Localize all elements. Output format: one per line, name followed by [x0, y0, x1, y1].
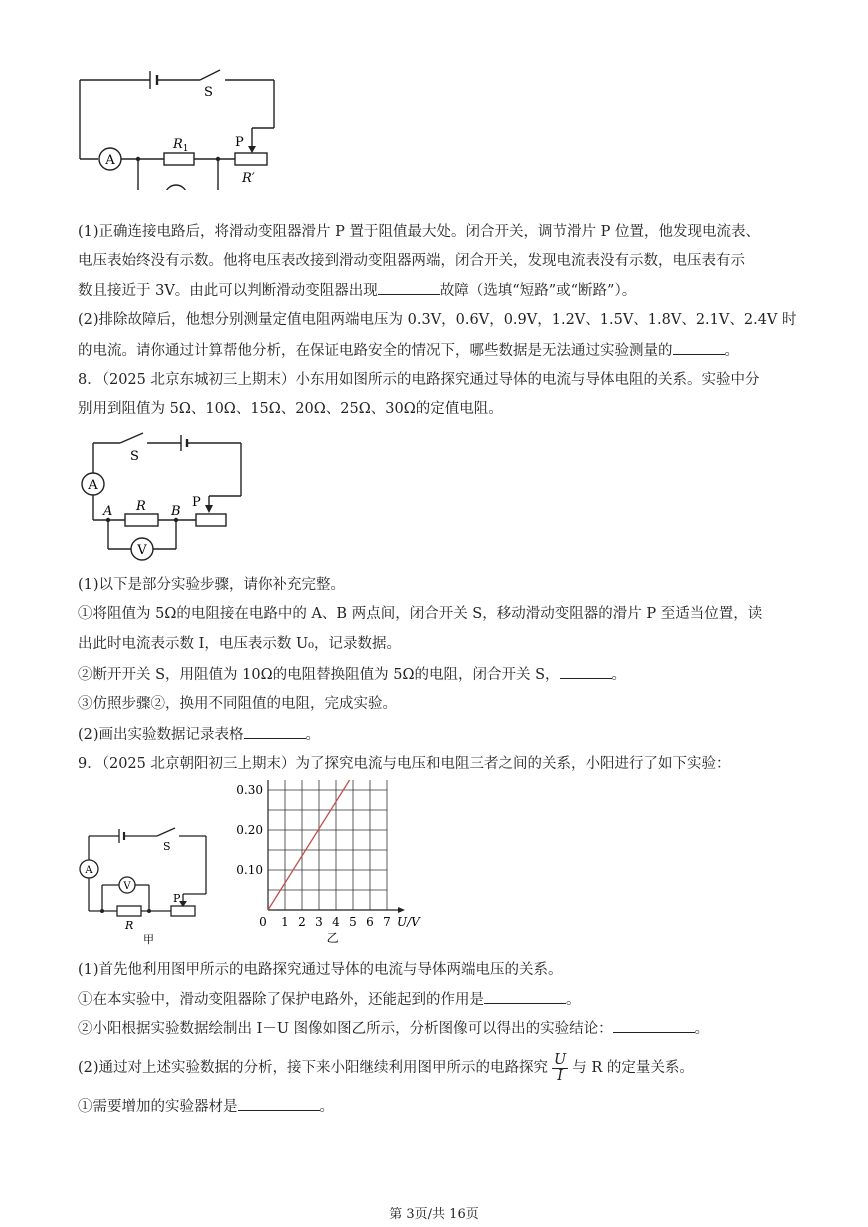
x-tick-label: 7	[383, 915, 391, 929]
ammeter-label: A	[88, 478, 98, 493]
q8-step3-text: ②断开开关 S，用阻值为 10Ω的电阻替换阻值为 5Ω的电阻，闭合开关 S，	[78, 667, 560, 683]
x-tick-label: 3	[315, 915, 323, 929]
q9-part2-q1-tail: 。	[319, 1099, 334, 1115]
circuit-diagram-jia	[75, 822, 215, 947]
switch-label: S	[204, 85, 213, 100]
answer-blank[interactable]	[484, 989, 566, 1004]
data-line	[268, 780, 379, 910]
q7-part2-text: 的电流。请你通过计算帮他分析，在保证电路安全的情况下，哪些数据是无法通过实验测量的	[78, 343, 673, 359]
switch-label: S	[163, 840, 171, 853]
q9-part2-tail: 与 R 的定量关系。	[572, 1060, 694, 1076]
x-tick-label: 4	[332, 915, 340, 929]
q9-part2-q1	[78, 1096, 334, 1117]
q7-part1-line1: (1)正确连接电路后，将滑动变阻器滑片 P 置于阻值最大处。闭合开关，调节滑片 P 位置，他发现电流表、	[78, 224, 760, 240]
slider-label: P	[192, 495, 201, 510]
q7-part1-line2: 电压表始终没有示数。他将电压表改接到滑动变阻器两端，闭合开关，发现电流表没有示数，电压表有示	[78, 253, 745, 269]
fraction-denominator: I	[557, 1067, 564, 1084]
switch-label: S	[130, 449, 139, 464]
q8-line2: 别用到阻值为 5Ω、10Ω、15Ω、20Ω、25Ω、30Ω的定值电阻。	[78, 401, 503, 417]
resistor-label: R	[125, 919, 134, 932]
q7-part1-text: 数且接近于 3V。由此可以判断滑动变阻器出现	[78, 283, 378, 299]
q9-part1-q1	[78, 989, 581, 1010]
q9-part1-q2	[78, 1018, 709, 1039]
x-axis-arrow	[398, 907, 405, 913]
q8-step4: ③仿照步骤②，换用不同阻值的电阻，完成实验。	[78, 696, 397, 712]
q9-part2-q1-text: ①需要增加的实验器材是	[78, 1099, 238, 1115]
q9-part1-q2-text: ②小阳根据实验数据绘制出 I－U 图像如图乙所示，分析图像可以得出的实验结论：	[78, 1021, 613, 1037]
resistor-label: R	[136, 499, 146, 514]
answer-blank[interactable]	[238, 1096, 320, 1111]
circuit-diagram-1	[70, 60, 300, 190]
q9-part1: (1)首先他利用图甲所示的电路探究通过导体的电流与导体两端电压的关系。	[78, 962, 563, 978]
figure-caption-jia: 甲	[143, 933, 154, 946]
q8-step3	[78, 664, 626, 685]
q9-part2	[78, 1052, 694, 1084]
page-footer: 第 3页/共 16页	[389, 1207, 479, 1222]
q8-part2-tail: 。	[305, 727, 321, 743]
q8-step2-line2: 出此时电流表示数 I，电压表示数 U₀，记录数据。	[78, 636, 401, 652]
x-tick-label: 2	[298, 915, 306, 929]
x-tick-label: 6	[366, 915, 374, 929]
ammeter-label: A	[85, 865, 93, 876]
voltmeter-label: V	[123, 881, 131, 892]
x-tick-label: 1	[281, 915, 289, 929]
resistor-label: $R_1$	[173, 137, 189, 154]
ammeter-label: A	[105, 153, 115, 168]
fraction-numerator: U	[554, 1051, 567, 1068]
x-tick-label: 5	[349, 915, 357, 929]
voltmeter-label: V	[137, 543, 147, 558]
y-tick-label: 0.10	[236, 863, 263, 877]
answer-blank[interactable]	[560, 664, 612, 679]
slider-label: P	[173, 892, 181, 905]
q9-part2-text: (2)通过对上述实验数据的分析，接下来小阳继续利用图甲所示的电路探究	[78, 1060, 549, 1076]
q9-line1: 9．（2025 北京朝阳初三上期末）为了探究电流与电压和电阻三者之间的关系，小阳进行了如下实验：	[78, 756, 731, 772]
q7-part2-tail: 。	[724, 343, 739, 359]
answer-blank[interactable]	[378, 280, 440, 295]
q7-part2-line1: (2)排除故障后，他想分别测量定值电阻两端电压为 0.3V，0.6V，0.9V，1.2V、1.5V、1.8V、2.1V、2.4V 时	[78, 312, 797, 328]
q9-part1-q2-tail: 。	[694, 1021, 710, 1037]
fraction-u-over-i	[552, 1053, 568, 1084]
figure-caption-yi: 乙	[326, 931, 339, 945]
point-a-label: A	[103, 504, 113, 519]
answer-blank[interactable]	[244, 724, 306, 739]
q8-step1: (1)以下是部分实验步骤，请你补充完整。	[78, 577, 346, 593]
y-tick-label: 0.20	[236, 823, 263, 837]
q8-step3-tail: 。	[611, 667, 627, 683]
q8-step2-line1: ①将阻值为 5Ω的电阻接在电路中的 A、B 两点间，闭合开关 S，移动滑动变阻器的滑片 P 至适当位置，读	[78, 606, 763, 622]
answer-blank[interactable]	[613, 1018, 695, 1033]
point-b-label: B	[171, 504, 181, 519]
y-tick-label: 0.30	[236, 783, 263, 797]
answer-blank[interactable]	[673, 340, 725, 355]
q8-part2-text: (2)画出实验数据记录表格	[78, 727, 244, 743]
q9-part1-q1-text: ①在本实验中，滑动变阻器除了保护电路外，还能起到的作用是	[78, 992, 484, 1008]
q7-part1-tail: 故障（选填“短路”或“断路”）。	[439, 283, 637, 299]
rheostat-label: R′	[242, 171, 255, 186]
x-axis-label: U/V	[397, 915, 420, 929]
q7-part1-line3	[78, 280, 636, 301]
q9-part1-q1-tail: 。	[566, 992, 581, 1008]
x-tick-label: 0	[259, 915, 267, 929]
q8-part2	[78, 724, 320, 745]
iu-graph-yi	[230, 780, 445, 950]
circuit-diagram-2	[75, 428, 250, 566]
slider-label: P	[235, 135, 244, 150]
q7-part2-line2	[78, 340, 739, 361]
q8-line1: 8．（2025 北京东城初三上期末）小东用如图所示的电路探究通过导体的电流与导体电阻的关系。实验中分	[78, 372, 760, 388]
